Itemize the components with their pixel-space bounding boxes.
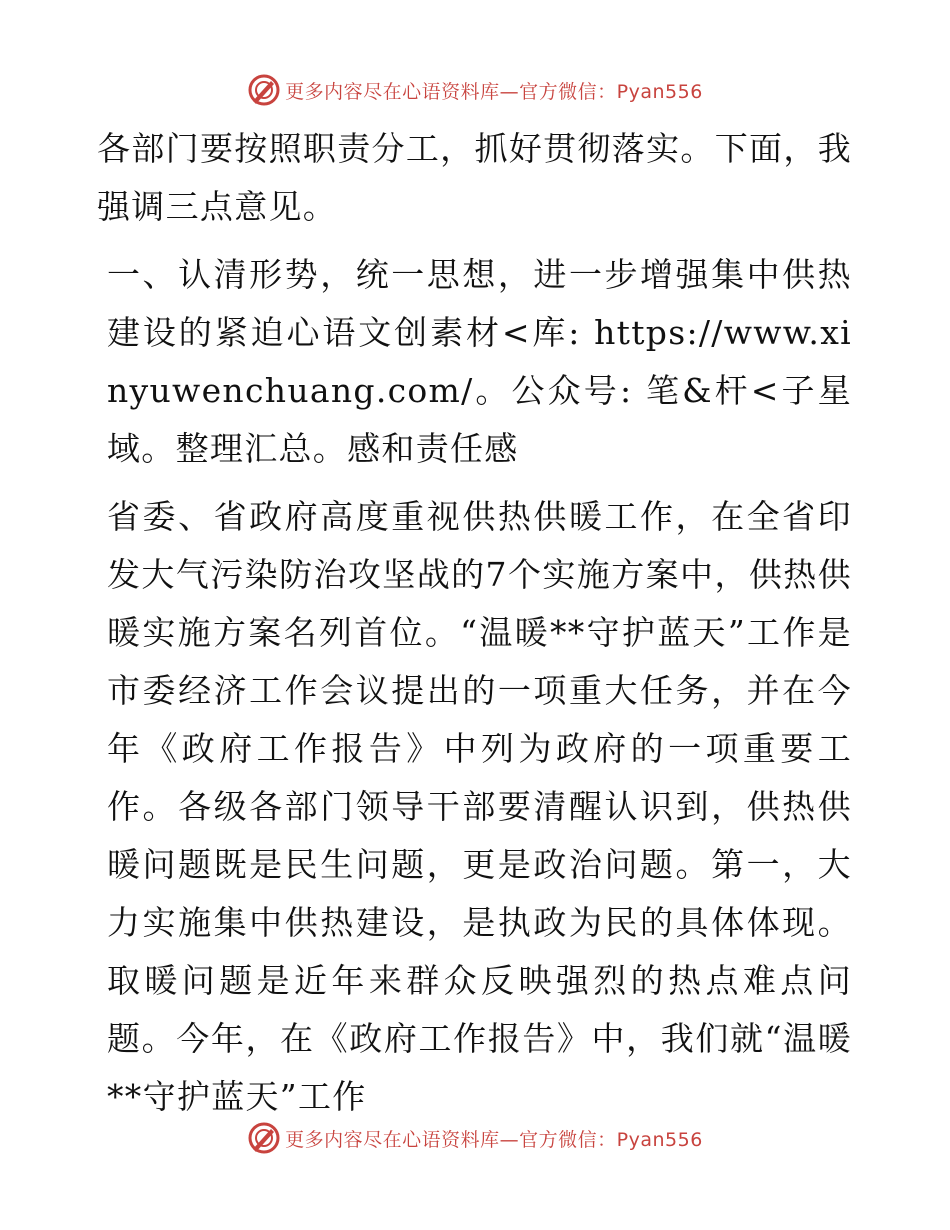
section-heading-1: 一、认清形势，统一思想，进一步增强集中供热建设的紧迫心语文创素材<库: https://www.xinyuwenchuang.com/。公众号: 笔&杆<子星域。整理汇总。感和责任感 xyxy=(107,255,852,468)
paragraph-intro: 各部门要按照职责分工，抓好贯彻落实。下面，我强调三点意见。 xyxy=(97,129,852,226)
document-body xyxy=(97,120,852,1126)
paragraph-body: 省委、省政府高度重视供热供暖工作，在全省印发大气污染防治攻坚战的7个实施方案中，供热供暖实施方案名列首位。“温暖**守护蓝天”工作是市委经济工作会议提出的一项重大任务，并在今年《政府工作报告》中列为政府的一项重要工作。各级各部门领导干部要清醒认识到，供热供暖问题既是民生问题，更是政治问题。第一，大力实施集中供热建设，是执政为民的具体体现。取暖问题是近年来群众反映强烈的热点难点问题。今年，在《政府工作报告》中，我们就“温暖**守护蓝天”工作 xyxy=(107,497,852,1116)
pen-logo-icon xyxy=(247,73,281,107)
header-watermark-text: 更多内容尽在心语资料库—官方微信：Pyan556 xyxy=(285,80,703,103)
pen-logo-icon xyxy=(247,1121,281,1155)
header-watermark-banner xyxy=(0,70,950,110)
footer-watermark-banner xyxy=(0,1118,950,1158)
footer-watermark-text: 更多内容尽在心语资料库—官方微信：Pyan556 xyxy=(285,1128,703,1151)
